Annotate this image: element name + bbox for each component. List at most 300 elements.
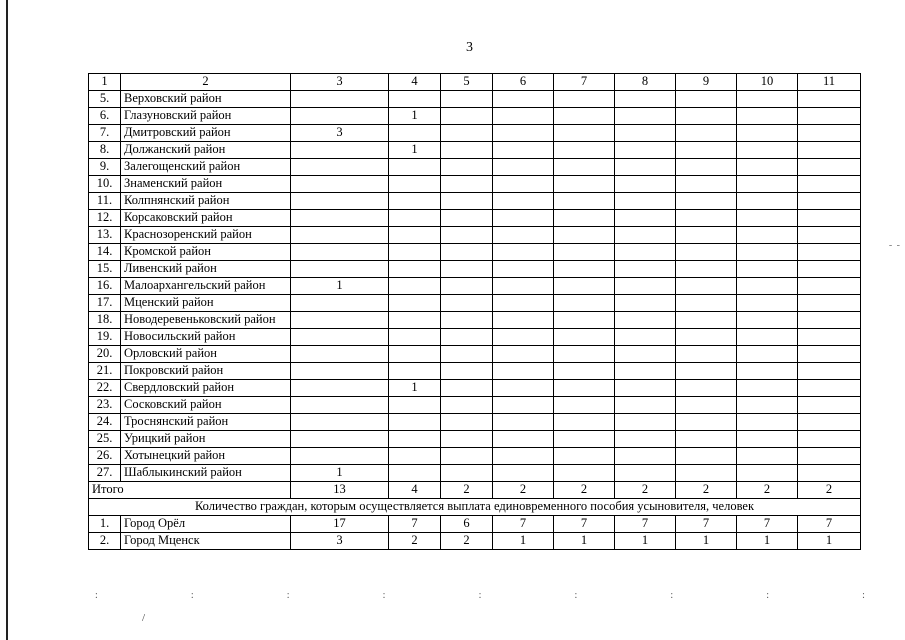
value-cell bbox=[493, 465, 554, 482]
value-cell bbox=[615, 380, 676, 397]
value-cell bbox=[291, 329, 389, 346]
district-name: Шаблыкинский район bbox=[121, 465, 291, 482]
value-cell bbox=[676, 210, 737, 227]
value-cell bbox=[737, 448, 798, 465]
value-cell bbox=[737, 329, 798, 346]
value-cell bbox=[737, 278, 798, 295]
row-number: 10. bbox=[89, 176, 121, 193]
value-cell bbox=[615, 295, 676, 312]
value-cell bbox=[676, 159, 737, 176]
value-cell: 7 bbox=[615, 516, 676, 533]
value-cell bbox=[615, 142, 676, 159]
value-cell bbox=[676, 431, 737, 448]
district-name: Урицкий район bbox=[121, 431, 291, 448]
value-cell: 7 bbox=[389, 516, 441, 533]
value-cell: 3 bbox=[291, 533, 389, 550]
row-number: 11. bbox=[89, 193, 121, 210]
value-cell bbox=[798, 91, 861, 108]
value-cell bbox=[615, 244, 676, 261]
value-cell bbox=[493, 312, 554, 329]
row-number: 19. bbox=[89, 329, 121, 346]
value-cell bbox=[798, 312, 861, 329]
table-row bbox=[89, 108, 861, 125]
value-cell bbox=[615, 397, 676, 414]
value-cell bbox=[389, 465, 441, 482]
value-cell bbox=[493, 261, 554, 278]
table-row bbox=[89, 329, 861, 346]
row-number: 9. bbox=[89, 159, 121, 176]
value-cell: 7 bbox=[676, 516, 737, 533]
row-number: 1. bbox=[89, 516, 121, 533]
value-cell bbox=[291, 227, 389, 244]
value-cell bbox=[737, 125, 798, 142]
value-cell bbox=[441, 125, 493, 142]
value-cell bbox=[441, 159, 493, 176]
value-cell bbox=[291, 261, 389, 278]
value-cell bbox=[615, 278, 676, 295]
value-cell bbox=[554, 244, 615, 261]
value-cell bbox=[554, 125, 615, 142]
value-cell: 1 bbox=[676, 533, 737, 550]
value-cell bbox=[676, 244, 737, 261]
value-cell bbox=[798, 465, 861, 482]
column-number-row bbox=[89, 74, 861, 91]
value-cell bbox=[441, 176, 493, 193]
value-cell bbox=[615, 431, 676, 448]
value-cell: 1 bbox=[389, 108, 441, 125]
value-cell bbox=[798, 295, 861, 312]
value-cell bbox=[389, 346, 441, 363]
district-name: Сосковский район bbox=[121, 397, 291, 414]
value-cell bbox=[493, 448, 554, 465]
value-cell bbox=[615, 465, 676, 482]
column-number-cell: 5 bbox=[441, 74, 493, 91]
table-row bbox=[89, 448, 861, 465]
table-row bbox=[89, 295, 861, 312]
value-cell bbox=[441, 295, 493, 312]
district-name: Новосильский район bbox=[121, 329, 291, 346]
value-cell: 3 bbox=[291, 125, 389, 142]
value-cell bbox=[737, 142, 798, 159]
value-cell bbox=[737, 431, 798, 448]
table-row bbox=[89, 125, 861, 142]
table-row bbox=[89, 431, 861, 448]
value-cell bbox=[737, 465, 798, 482]
value-cell bbox=[389, 261, 441, 278]
value-cell bbox=[441, 261, 493, 278]
value-cell bbox=[676, 193, 737, 210]
district-name: Верховский район bbox=[121, 91, 291, 108]
value-cell bbox=[798, 227, 861, 244]
value-cell bbox=[291, 176, 389, 193]
row-number: 5. bbox=[89, 91, 121, 108]
value-cell bbox=[389, 414, 441, 431]
value-cell bbox=[798, 108, 861, 125]
value-cell: 1 bbox=[554, 533, 615, 550]
value-cell bbox=[389, 91, 441, 108]
value-cell bbox=[291, 397, 389, 414]
value-cell bbox=[291, 414, 389, 431]
table-row bbox=[89, 261, 861, 278]
table-row bbox=[89, 465, 861, 482]
value-cell bbox=[676, 414, 737, 431]
total-value: 2 bbox=[737, 482, 798, 499]
district-name: Краснозоренский район bbox=[121, 227, 291, 244]
value-cell bbox=[554, 159, 615, 176]
value-cell bbox=[441, 91, 493, 108]
value-cell bbox=[441, 278, 493, 295]
value-cell bbox=[676, 397, 737, 414]
row-number: 24. bbox=[89, 414, 121, 431]
value-cell bbox=[676, 91, 737, 108]
value-cell bbox=[389, 210, 441, 227]
total-value: 2 bbox=[615, 482, 676, 499]
value-cell bbox=[737, 363, 798, 380]
value-cell bbox=[615, 448, 676, 465]
total-value: 13 bbox=[291, 482, 389, 499]
row-number: 18. bbox=[89, 312, 121, 329]
value-cell bbox=[676, 176, 737, 193]
value-cell bbox=[389, 125, 441, 142]
value-cell bbox=[615, 193, 676, 210]
value-cell bbox=[441, 193, 493, 210]
city-name: Город Орёл bbox=[121, 516, 291, 533]
value-cell bbox=[441, 431, 493, 448]
value-cell bbox=[441, 346, 493, 363]
value-cell bbox=[389, 278, 441, 295]
footer-scan-marks: : : : : : : : : : bbox=[95, 590, 865, 601]
value-cell bbox=[737, 159, 798, 176]
value-cell bbox=[737, 227, 798, 244]
value-cell bbox=[615, 363, 676, 380]
value-cell bbox=[737, 380, 798, 397]
total-value: 2 bbox=[798, 482, 861, 499]
value-cell: 2 bbox=[389, 533, 441, 550]
value-cell bbox=[493, 176, 554, 193]
value-cell bbox=[798, 346, 861, 363]
value-cell bbox=[554, 312, 615, 329]
column-number-cell: 3 bbox=[291, 74, 389, 91]
edge-scan-mark: - - bbox=[888, 240, 901, 251]
total-label: Итого bbox=[89, 482, 291, 499]
value-cell: 1 bbox=[737, 533, 798, 550]
value-cell bbox=[554, 346, 615, 363]
value-cell: 1 bbox=[389, 380, 441, 397]
value-cell bbox=[389, 363, 441, 380]
value-cell bbox=[554, 261, 615, 278]
value-cell bbox=[291, 380, 389, 397]
value-cell bbox=[798, 193, 861, 210]
report-table-body bbox=[89, 74, 861, 550]
value-cell bbox=[291, 363, 389, 380]
district-name: Мценский район bbox=[121, 295, 291, 312]
table-row bbox=[89, 176, 861, 193]
row-number: 13. bbox=[89, 227, 121, 244]
value-cell bbox=[676, 465, 737, 482]
value-cell bbox=[493, 295, 554, 312]
column-number-cell: 6 bbox=[493, 74, 554, 91]
column-number-cell: 7 bbox=[554, 74, 615, 91]
section-heading: Количество граждан, которым осуществляется выплата единовременного пособия усыновителя, человек bbox=[89, 499, 861, 516]
value-cell bbox=[291, 108, 389, 125]
value-cell bbox=[554, 414, 615, 431]
value-cell bbox=[291, 193, 389, 210]
table-row bbox=[89, 91, 861, 108]
value-cell bbox=[493, 142, 554, 159]
value-cell bbox=[554, 91, 615, 108]
value-cell bbox=[493, 125, 554, 142]
value-cell bbox=[389, 159, 441, 176]
value-cell bbox=[389, 448, 441, 465]
value-cell bbox=[493, 380, 554, 397]
value-cell bbox=[615, 329, 676, 346]
value-cell bbox=[291, 142, 389, 159]
column-number-cell: 11 bbox=[798, 74, 861, 91]
value-cell bbox=[291, 159, 389, 176]
value-cell bbox=[441, 397, 493, 414]
table-row bbox=[89, 244, 861, 261]
value-cell bbox=[441, 142, 493, 159]
row-number: 22. bbox=[89, 380, 121, 397]
value-cell: 6 bbox=[441, 516, 493, 533]
value-cell bbox=[615, 159, 676, 176]
value-cell: 2 bbox=[441, 533, 493, 550]
value-cell bbox=[291, 312, 389, 329]
city-name: Город Мценск bbox=[121, 533, 291, 550]
value-cell bbox=[291, 244, 389, 261]
district-name: Должанский район bbox=[121, 142, 291, 159]
value-cell bbox=[676, 329, 737, 346]
value-cell bbox=[493, 244, 554, 261]
district-name: Залегощенский район bbox=[121, 159, 291, 176]
value-cell bbox=[441, 244, 493, 261]
column-number-cell: 2 bbox=[121, 74, 291, 91]
value-cell: 1 bbox=[615, 533, 676, 550]
value-cell bbox=[798, 363, 861, 380]
value-cell bbox=[676, 312, 737, 329]
section-heading-row bbox=[89, 499, 861, 516]
value-cell bbox=[798, 278, 861, 295]
value-cell: 7 bbox=[554, 516, 615, 533]
report-table bbox=[88, 73, 861, 550]
value-cell bbox=[737, 346, 798, 363]
value-cell bbox=[798, 210, 861, 227]
value-cell bbox=[441, 108, 493, 125]
value-cell bbox=[291, 448, 389, 465]
value-cell bbox=[737, 312, 798, 329]
value-cell bbox=[554, 380, 615, 397]
row-number: 25. bbox=[89, 431, 121, 448]
value-cell bbox=[676, 380, 737, 397]
row-number: 12. bbox=[89, 210, 121, 227]
district-name: Покровский район bbox=[121, 363, 291, 380]
value-cell bbox=[554, 465, 615, 482]
value-cell bbox=[737, 414, 798, 431]
value-cell bbox=[798, 414, 861, 431]
district-name: Корсаковский район bbox=[121, 210, 291, 227]
row-number: 26. bbox=[89, 448, 121, 465]
row-number: 15. bbox=[89, 261, 121, 278]
row-number: 17. bbox=[89, 295, 121, 312]
value-cell bbox=[493, 278, 554, 295]
table-row bbox=[89, 227, 861, 244]
column-number-cell: 10 bbox=[737, 74, 798, 91]
value-cell bbox=[737, 193, 798, 210]
table-row bbox=[89, 210, 861, 227]
value-cell bbox=[615, 125, 676, 142]
value-cell bbox=[798, 159, 861, 176]
column-number-cell: 4 bbox=[389, 74, 441, 91]
column-number-cell: 8 bbox=[615, 74, 676, 91]
value-cell bbox=[554, 329, 615, 346]
value-cell bbox=[291, 431, 389, 448]
table-row bbox=[89, 346, 861, 363]
value-cell bbox=[737, 244, 798, 261]
value-cell bbox=[615, 312, 676, 329]
row-number: 7. bbox=[89, 125, 121, 142]
value-cell bbox=[798, 380, 861, 397]
value-cell bbox=[615, 346, 676, 363]
row-number: 21. bbox=[89, 363, 121, 380]
row-number: 6. bbox=[89, 108, 121, 125]
value-cell bbox=[737, 295, 798, 312]
table-row bbox=[89, 142, 861, 159]
value-cell bbox=[798, 244, 861, 261]
value-cell bbox=[291, 346, 389, 363]
total-value: 2 bbox=[441, 482, 493, 499]
column-number-cell: 9 bbox=[676, 74, 737, 91]
district-name: Кромской район bbox=[121, 244, 291, 261]
value-cell bbox=[389, 193, 441, 210]
value-cell bbox=[441, 380, 493, 397]
value-cell bbox=[554, 448, 615, 465]
value-cell: 1 bbox=[493, 533, 554, 550]
row-number: 27. bbox=[89, 465, 121, 482]
value-cell bbox=[615, 261, 676, 278]
value-cell bbox=[554, 227, 615, 244]
value-cell bbox=[493, 91, 554, 108]
value-cell bbox=[798, 142, 861, 159]
value-cell bbox=[389, 244, 441, 261]
value-cell bbox=[676, 448, 737, 465]
district-name: Троснянский район bbox=[121, 414, 291, 431]
district-name: Знаменский район bbox=[121, 176, 291, 193]
value-cell bbox=[798, 261, 861, 278]
value-cell bbox=[676, 142, 737, 159]
scan-mark: / bbox=[142, 612, 146, 624]
table-row bbox=[89, 159, 861, 176]
value-cell bbox=[676, 227, 737, 244]
value-cell bbox=[798, 431, 861, 448]
value-cell bbox=[554, 431, 615, 448]
left-margin-rule bbox=[6, 0, 8, 640]
value-cell bbox=[291, 210, 389, 227]
value-cell: 17 bbox=[291, 516, 389, 533]
value-cell bbox=[441, 448, 493, 465]
value-cell bbox=[737, 91, 798, 108]
value-cell bbox=[554, 108, 615, 125]
value-cell bbox=[737, 261, 798, 278]
value-cell bbox=[554, 278, 615, 295]
table-row bbox=[89, 516, 861, 533]
value-cell bbox=[441, 312, 493, 329]
value-cell bbox=[798, 125, 861, 142]
value-cell bbox=[615, 414, 676, 431]
district-name: Дмитровский район bbox=[121, 125, 291, 142]
value-cell bbox=[493, 363, 554, 380]
page-number: 3 bbox=[466, 40, 473, 55]
value-cell bbox=[389, 431, 441, 448]
total-row bbox=[89, 482, 861, 499]
value-cell bbox=[737, 397, 798, 414]
value-cell bbox=[615, 108, 676, 125]
total-value: 2 bbox=[493, 482, 554, 499]
value-cell bbox=[615, 227, 676, 244]
value-cell bbox=[389, 176, 441, 193]
value-cell bbox=[441, 414, 493, 431]
value-cell: 1 bbox=[389, 142, 441, 159]
value-cell bbox=[676, 108, 737, 125]
value-cell bbox=[554, 363, 615, 380]
district-name: Свердловский район bbox=[121, 380, 291, 397]
table-row bbox=[89, 414, 861, 431]
value-cell bbox=[615, 176, 676, 193]
district-name: Ливенский район bbox=[121, 261, 291, 278]
value-cell bbox=[554, 397, 615, 414]
value-cell bbox=[493, 227, 554, 244]
row-number: 20. bbox=[89, 346, 121, 363]
value-cell bbox=[676, 125, 737, 142]
total-value: 2 bbox=[676, 482, 737, 499]
value-cell: 1 bbox=[798, 533, 861, 550]
value-cell bbox=[676, 363, 737, 380]
value-cell bbox=[389, 312, 441, 329]
table-row bbox=[89, 397, 861, 414]
value-cell bbox=[493, 431, 554, 448]
value-cell: 7 bbox=[798, 516, 861, 533]
row-number: 14. bbox=[89, 244, 121, 261]
value-cell bbox=[389, 295, 441, 312]
value-cell bbox=[389, 227, 441, 244]
value-cell bbox=[798, 176, 861, 193]
value-cell bbox=[493, 397, 554, 414]
value-cell bbox=[676, 261, 737, 278]
district-name: Новодеревеньковский район bbox=[121, 312, 291, 329]
total-value: 4 bbox=[389, 482, 441, 499]
value-cell bbox=[493, 210, 554, 227]
value-cell: 7 bbox=[737, 516, 798, 533]
value-cell bbox=[441, 465, 493, 482]
row-number: 8. bbox=[89, 142, 121, 159]
table-row bbox=[89, 278, 861, 295]
value-cell bbox=[493, 193, 554, 210]
value-cell bbox=[798, 448, 861, 465]
district-name: Глазуновский район bbox=[121, 108, 291, 125]
district-name: Хотынецкий район bbox=[121, 448, 291, 465]
total-value: 2 bbox=[554, 482, 615, 499]
value-cell bbox=[441, 210, 493, 227]
value-cell bbox=[737, 210, 798, 227]
value-cell bbox=[493, 346, 554, 363]
row-number: 16. bbox=[89, 278, 121, 295]
district-name: Орловский район bbox=[121, 346, 291, 363]
value-cell bbox=[389, 329, 441, 346]
value-cell: 7 bbox=[493, 516, 554, 533]
row-number: 2. bbox=[89, 533, 121, 550]
value-cell bbox=[493, 108, 554, 125]
value-cell: 1 bbox=[291, 465, 389, 482]
value-cell bbox=[676, 295, 737, 312]
